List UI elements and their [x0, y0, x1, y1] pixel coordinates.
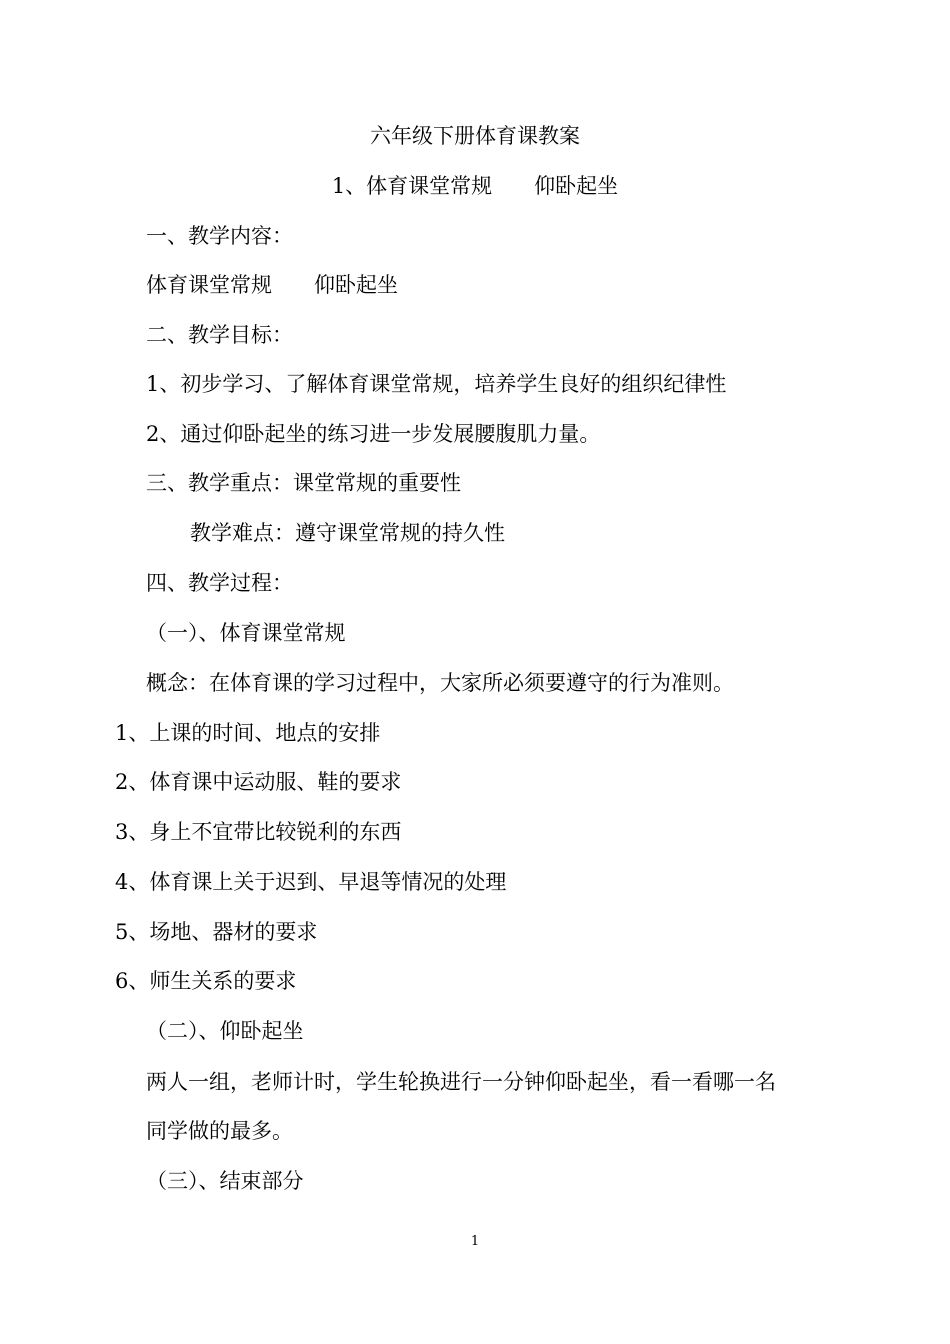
rule-item: 4、体育课上关于迟到、早退等情况的处理 [115, 870, 507, 894]
teaching-difficulty: 教学难点：遵守课堂常规的持久性 [190, 521, 505, 545]
rule-item: 1、上课的时间、地点的安排 [115, 721, 381, 745]
section-teaching-goals-heading: 二、教学目标： [146, 323, 293, 347]
teaching-goal-2: 2、通过仰卧起坐的练习进一步发展腰腹肌力量。 [146, 422, 601, 446]
part-1-heading: （一）、体育课堂常规 [146, 621, 346, 645]
rule-item: 2、体育课中运动服、鞋的要求 [115, 770, 402, 794]
rule-item: 6、师生关系的要求 [115, 969, 297, 993]
teaching-key-point: 三、教学重点：课堂常规的重要性 [146, 471, 461, 495]
part-2-heading: （二）、仰卧起坐 [146, 1019, 304, 1043]
teaching-goal-1: 1、初步学习、了解体育课堂常规，培养学生良好的组织纪律性 [146, 372, 727, 396]
section-teaching-content-heading: 一、教学内容： [146, 224, 293, 248]
rule-item: 3、身上不宜带比较锐利的东西 [115, 820, 402, 844]
document-title: 六年级下册体育课教案 [370, 124, 580, 148]
part-2-text-line-1: 两人一组，老师计时，学生轮换进行一分钟仰卧起坐，看一看哪一名 [146, 1070, 776, 1094]
page-number: 1 [470, 1234, 480, 1249]
part-3-heading: （三）、结束部分 [146, 1169, 304, 1193]
teaching-content-text: 体育课堂常规 仰卧起坐 [146, 273, 398, 297]
part-2-text-line-2: 同学做的最多。 [146, 1119, 293, 1143]
section-teaching-process-heading: 四、教学过程： [146, 571, 293, 595]
lesson-heading: 1、体育课堂常规 仰卧起坐 [331, 174, 619, 198]
rule-item: 5、场地、器材的要求 [115, 920, 318, 944]
concept-text: 概念：在体育课的学习过程中，大家所必须要遵守的行为准则。 [146, 671, 734, 695]
